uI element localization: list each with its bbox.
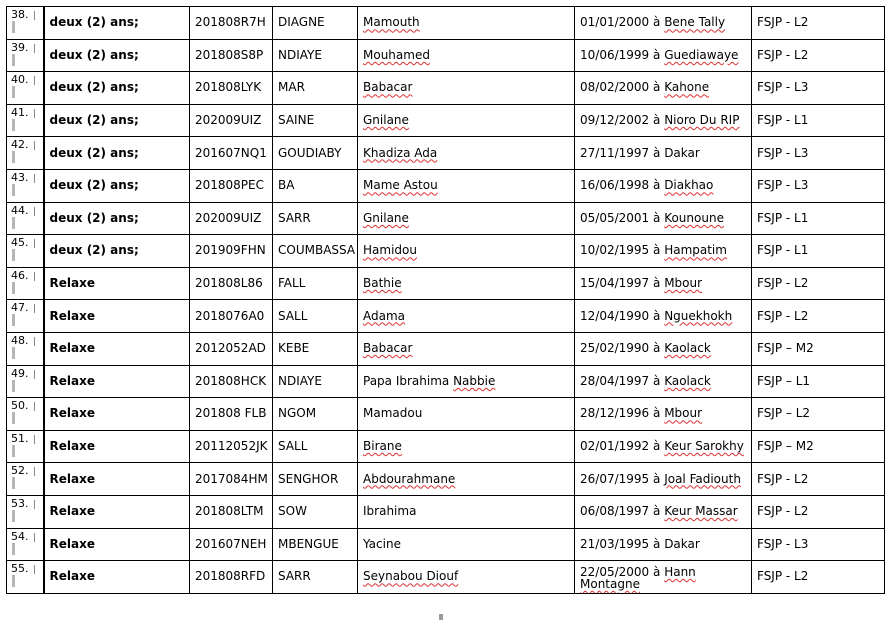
list-marker-icon	[12, 282, 15, 294]
birth-cell	[575, 398, 752, 431]
row-number: 53.	[11, 496, 29, 510]
list-marker-icon	[12, 380, 15, 392]
tab-stop-icon	[34, 370, 35, 379]
tab-stop-icon	[34, 467, 35, 476]
formation-cell: FSJP - L3	[752, 169, 885, 202]
student-code-cell: 2017084HM	[190, 463, 273, 496]
student-code-cell: 2018076A0	[190, 300, 273, 333]
list-marker-icon	[12, 543, 15, 555]
row-number-cell	[7, 235, 44, 268]
sentence-cell: Relaxe	[44, 430, 190, 463]
sentence-cell: Relaxe	[44, 463, 190, 496]
last-name-cell: MAR	[273, 72, 358, 105]
student-code-cell: 2012052AD	[190, 332, 273, 365]
last-name-cell: NDIAYE	[273, 365, 358, 398]
table-row	[7, 72, 885, 105]
table-row	[7, 430, 885, 463]
prenom-text: Khadiza Ada	[363, 145, 438, 160]
table-row	[7, 235, 885, 268]
formation-cell: FSJP – M2	[752, 430, 885, 463]
birth-cell	[575, 300, 752, 333]
last-name-cell: SAINE	[273, 104, 358, 137]
birth-sep: à	[653, 373, 661, 388]
prenom-text: Yacine	[363, 536, 401, 551]
sentence-cell: Relaxe	[44, 332, 190, 365]
row-number-cell	[7, 267, 44, 300]
last-name-cell: SOW	[273, 495, 358, 528]
first-name-cell	[358, 169, 575, 202]
table-row	[7, 398, 885, 431]
list-marker-icon	[12, 445, 15, 457]
sentence-cell: Relaxe	[44, 267, 190, 300]
tab-stop-icon	[34, 174, 35, 183]
list-marker-icon	[12, 54, 15, 66]
tab-stop-icon	[34, 272, 35, 281]
birth-cell	[575, 202, 752, 235]
table-row	[7, 332, 885, 365]
table-body	[7, 7, 885, 594]
tab-stop-icon	[34, 207, 35, 216]
row-number: 50.	[11, 399, 29, 413]
birth-place: Nioro Du RIP	[664, 113, 740, 128]
row-number-cell	[7, 365, 44, 398]
birth-sep: à	[653, 308, 661, 323]
row-number-cell	[7, 528, 44, 561]
last-name-cell: SALL	[273, 300, 358, 333]
first-name-cell	[358, 235, 575, 268]
prenom-text: Babacar	[363, 80, 413, 95]
birth-cell	[575, 430, 752, 463]
birth-place: Mbour	[664, 406, 703, 421]
birth-place: Kahone	[664, 80, 710, 95]
last-name-cell: MBENGUE	[273, 528, 358, 561]
row-number: 41.	[11, 105, 29, 119]
first-name-cell	[358, 365, 575, 398]
student-code-cell: 201808S8P	[190, 39, 273, 72]
birth-cell	[575, 72, 752, 105]
sentence-cell: deux (2) ans;	[44, 169, 190, 202]
student-code-cell: 201808 FLB	[190, 398, 273, 431]
birth-cell	[575, 267, 752, 300]
last-name-cell: BA	[273, 169, 358, 202]
first-name-cell	[358, 7, 575, 40]
table-row	[7, 202, 885, 235]
row-number: 44.	[11, 203, 29, 217]
row-number: 38.	[11, 8, 29, 21]
table-row	[7, 528, 885, 561]
birth-sep: à	[653, 15, 661, 30]
prenom-text: Adama	[363, 308, 406, 323]
prenom-text: Mame Astou	[363, 178, 438, 193]
birth-place: Keur Sarokhy	[664, 439, 744, 454]
student-code-cell: 201808HCK	[190, 365, 273, 398]
birth-sep: à	[653, 113, 661, 128]
birth-place: Bene Tally	[664, 15, 726, 30]
table-row	[7, 169, 885, 202]
prenom-part-flagged: Nabbie	[453, 373, 496, 388]
formation-cell: FSJP - L2	[752, 495, 885, 528]
birth-place: Kaolack	[664, 373, 711, 388]
formation-cell: FSJP – L1	[752, 365, 885, 398]
last-name-cell: SALL	[273, 430, 358, 463]
birth-place: Dakar	[664, 536, 700, 551]
prenom-text: Babacar	[363, 341, 413, 356]
student-sanctions-table	[6, 6, 885, 594]
row-number-cell	[7, 39, 44, 72]
prenom-text: Mouhamed	[363, 47, 430, 62]
first-name-cell	[358, 430, 575, 463]
birth-cell	[575, 169, 752, 202]
tab-stop-icon	[34, 435, 35, 444]
prenom-text: Gnilane	[363, 113, 409, 128]
row-number-cell	[7, 463, 44, 496]
sentence-cell: deux (2) ans;	[44, 39, 190, 72]
birth-sep: à	[653, 47, 661, 62]
student-code-cell: 201808R7H	[190, 7, 273, 40]
prenom-text: Mamadou	[363, 406, 423, 421]
first-name-cell	[358, 528, 575, 561]
birth-date: 26/07/1995	[580, 471, 650, 486]
birth-place: Hampatim	[664, 243, 727, 258]
birth-date: 21/03/1995	[580, 536, 650, 551]
list-marker-icon	[12, 21, 15, 33]
tab-stop-icon	[34, 239, 35, 248]
prenom-text: Birane	[363, 439, 402, 454]
row-number-cell	[7, 72, 44, 105]
formation-cell: FSJP – L2	[752, 398, 885, 431]
prenom-text: Abdourahmane	[363, 471, 456, 486]
formation-cell: FSJP - L1	[752, 235, 885, 268]
birth-place-line2: Montagne	[580, 576, 640, 591]
last-name-cell: SARR	[273, 561, 358, 594]
birth-date: 28/12/1996	[580, 406, 650, 421]
birth-date: 12/04/1990	[580, 308, 650, 323]
row-number-cell	[7, 332, 44, 365]
sentence-cell: Relaxe	[44, 528, 190, 561]
tab-stop-icon	[34, 141, 35, 150]
table-row	[7, 267, 885, 300]
formation-cell: FSJP - L1	[752, 104, 885, 137]
tab-stop-icon	[34, 76, 35, 85]
formation-cell: FSJP - L2	[752, 561, 885, 594]
first-name-cell	[358, 463, 575, 496]
last-name-cell: DIAGNE	[273, 7, 358, 40]
sentence-cell: deux (2) ans;	[44, 235, 190, 268]
student-code-cell: 201808RFD	[190, 561, 273, 594]
student-code-cell: 201607NQ1	[190, 137, 273, 170]
formation-cell: FSJP - L3	[752, 137, 885, 170]
row-number: 42.	[11, 138, 29, 152]
birth-cell	[575, 104, 752, 137]
student-code-cell: 202009UIZ	[190, 104, 273, 137]
row-number: 45.	[11, 236, 29, 250]
formation-cell: FSJP - L2	[752, 300, 885, 333]
last-name-cell: NDIAYE	[273, 39, 358, 72]
student-code-cell: 201909FHN	[190, 235, 273, 268]
sentence-cell: deux (2) ans;	[44, 104, 190, 137]
birth-sep: à	[653, 406, 661, 421]
list-marker-icon	[12, 575, 15, 587]
formation-cell: FSJP - L1	[752, 202, 885, 235]
birth-place: Guediawaye	[664, 47, 739, 62]
row-number-cell	[7, 300, 44, 333]
student-code-cell: 20112052JK	[190, 430, 273, 463]
birth-date: 27/11/1997	[580, 145, 650, 160]
birth-cell	[575, 137, 752, 170]
first-name-cell	[358, 137, 575, 170]
birth-sep: à	[653, 536, 661, 551]
birth-date: 22/05/2000	[580, 564, 650, 579]
student-code-cell: 201808LYK	[190, 72, 273, 105]
row-number: 46.	[11, 268, 29, 282]
table-row	[7, 463, 885, 496]
birth-date: 10/02/1995	[580, 243, 650, 258]
prenom-text: Ibrahima	[363, 504, 417, 519]
text-cursor-marker	[439, 614, 443, 620]
last-name-cell: SARR	[273, 202, 358, 235]
table-row	[7, 300, 885, 333]
birth-cell	[575, 528, 752, 561]
birth-sep: à	[653, 145, 661, 160]
birth-sep: à	[653, 439, 661, 454]
list-marker-icon	[12, 412, 15, 424]
first-name-cell	[358, 398, 575, 431]
formation-cell: FSJP - L2	[752, 463, 885, 496]
birth-cell	[575, 39, 752, 72]
table-row	[7, 365, 885, 398]
table-row	[7, 561, 885, 594]
birth-date: 08/02/2000	[580, 80, 650, 95]
row-number: 39.	[11, 40, 29, 54]
first-name-cell	[358, 72, 575, 105]
birth-place-line1: Hann	[664, 564, 696, 579]
table-row	[7, 104, 885, 137]
sentence-cell: deux (2) ans;	[44, 7, 190, 40]
prenom-text: Bathie	[363, 276, 402, 291]
list-marker-icon	[12, 184, 15, 196]
birth-date: 01/01/2000	[580, 15, 650, 30]
formation-cell: FSJP - L2	[752, 267, 885, 300]
birth-cell	[575, 463, 752, 496]
birth-cell	[575, 7, 752, 40]
table-row	[7, 495, 885, 528]
table-row	[7, 7, 885, 40]
row-number-cell	[7, 495, 44, 528]
birth-date: 16/06/1998	[580, 178, 650, 193]
last-name-cell: COUMBASSA	[273, 235, 358, 268]
sentence-cell: Relaxe	[44, 365, 190, 398]
first-name-cell	[358, 332, 575, 365]
first-name-cell	[358, 300, 575, 333]
birth-date: 10/06/1999	[580, 47, 650, 62]
row-number-cell	[7, 169, 44, 202]
student-code-cell: 201607NEH	[190, 528, 273, 561]
birth-place: Nguekhokh	[664, 308, 733, 323]
first-name-cell	[358, 267, 575, 300]
row-number: 48.	[11, 333, 29, 347]
birth-place: Kounoune	[664, 210, 724, 225]
row-number-cell	[7, 398, 44, 431]
formation-cell: FSJP - L2	[752, 39, 885, 72]
first-name-cell	[358, 561, 575, 594]
formation-cell: FSJP - L3	[752, 72, 885, 105]
list-marker-icon	[12, 347, 15, 359]
tab-stop-icon	[34, 565, 35, 574]
tab-stop-icon	[34, 11, 35, 20]
last-name-cell: GOUDIABY	[273, 137, 358, 170]
tab-stop-icon	[34, 304, 35, 313]
birth-cell	[575, 365, 752, 398]
birth-date: 06/08/1997	[580, 504, 650, 519]
prenom-text: Hamidou	[363, 243, 417, 258]
birth-date: 09/12/2002	[580, 113, 650, 128]
list-marker-icon	[12, 249, 15, 261]
birth-cell	[575, 495, 752, 528]
birth-date: 15/04/1997	[580, 276, 650, 291]
birth-sep: à	[653, 341, 661, 356]
last-name-cell: SENGHOR	[273, 463, 358, 496]
student-code-cell: 201808PEC	[190, 169, 273, 202]
row-number: 47.	[11, 301, 29, 315]
prenom-text: Gnilane	[363, 210, 409, 225]
first-name-cell	[358, 39, 575, 72]
sentence-cell: deux (2) ans;	[44, 202, 190, 235]
formation-cell: FSJP - L3	[752, 528, 885, 561]
birth-place: Diakhao	[664, 178, 714, 193]
birth-date: 25/02/1990	[580, 341, 650, 356]
row-number: 51.	[11, 431, 29, 445]
birth-place: Keur Massar	[664, 504, 738, 519]
birth-place: Joal Fadiouth	[664, 471, 741, 486]
student-code-cell: 201808L86	[190, 267, 273, 300]
table-row	[7, 39, 885, 72]
birth-place: Mbour	[664, 276, 703, 291]
birth-place: Kaolack	[664, 341, 711, 356]
birth-cell	[575, 235, 752, 268]
birth-place: Dakar	[664, 145, 700, 160]
student-code-cell: 202009UIZ	[190, 202, 273, 235]
prenom-part: Papa Ibrahima	[363, 373, 454, 388]
tab-stop-icon	[34, 337, 35, 346]
formation-cell: FSJP – M2	[752, 332, 885, 365]
row-number-cell	[7, 202, 44, 235]
birth-date: 05/05/2001	[580, 210, 650, 225]
birth-date: 28/04/1997	[580, 373, 650, 388]
list-marker-icon	[12, 510, 15, 522]
row-number-cell	[7, 137, 44, 170]
sentence-cell: Relaxe	[44, 398, 190, 431]
list-marker-icon	[12, 477, 15, 489]
birth-sep: à	[653, 210, 661, 225]
student-code-cell: 201808LTM	[190, 495, 273, 528]
row-number-cell	[7, 7, 44, 40]
row-number: 40.	[11, 73, 29, 87]
birth-sep: à	[653, 178, 661, 193]
birth-date: 02/01/1992	[580, 439, 650, 454]
row-number: 52.	[11, 464, 29, 478]
last-name-cell: FALL	[273, 267, 358, 300]
sentence-cell: deux (2) ans;	[44, 137, 190, 170]
sentence-cell: Relaxe	[44, 300, 190, 333]
last-name-cell: NGOM	[273, 398, 358, 431]
prenom-text: Seynabou Diouf	[363, 569, 459, 584]
first-name-cell	[358, 202, 575, 235]
sentence-cell: Relaxe	[44, 561, 190, 594]
tab-stop-icon	[34, 402, 35, 411]
birth-sep: à	[653, 471, 661, 486]
sentence-cell: deux (2) ans;	[44, 72, 190, 105]
row-number-cell	[7, 430, 44, 463]
row-number: 54.	[11, 529, 29, 543]
list-marker-icon	[12, 86, 15, 98]
list-marker-icon	[12, 151, 15, 163]
birth-sep: à	[653, 276, 661, 291]
table-row	[7, 137, 885, 170]
birth-sep: à	[653, 564, 661, 579]
birth-sep: à	[653, 504, 661, 519]
formation-cell: FSJP - L2	[752, 7, 885, 40]
tab-stop-icon	[34, 533, 35, 542]
row-number: 49.	[11, 366, 29, 380]
tab-stop-icon	[34, 44, 35, 53]
tab-stop-icon	[34, 500, 35, 509]
birth-sep: à	[653, 80, 661, 95]
birth-cell	[575, 561, 752, 594]
list-marker-icon	[12, 217, 15, 229]
sentence-cell: Relaxe	[44, 495, 190, 528]
row-number: 43.	[11, 170, 29, 184]
first-name-cell	[358, 104, 575, 137]
last-name-cell: KEBE	[273, 332, 358, 365]
row-number-cell	[7, 104, 44, 137]
prenom-text: Mamouth	[363, 15, 420, 30]
row-number: 55.	[11, 562, 29, 576]
tab-stop-icon	[34, 109, 35, 118]
list-marker-icon	[12, 119, 15, 131]
birth-sep: à	[653, 243, 661, 258]
row-number-cell	[7, 561, 44, 594]
list-marker-icon	[12, 314, 15, 326]
birth-cell	[575, 332, 752, 365]
first-name-cell	[358, 495, 575, 528]
